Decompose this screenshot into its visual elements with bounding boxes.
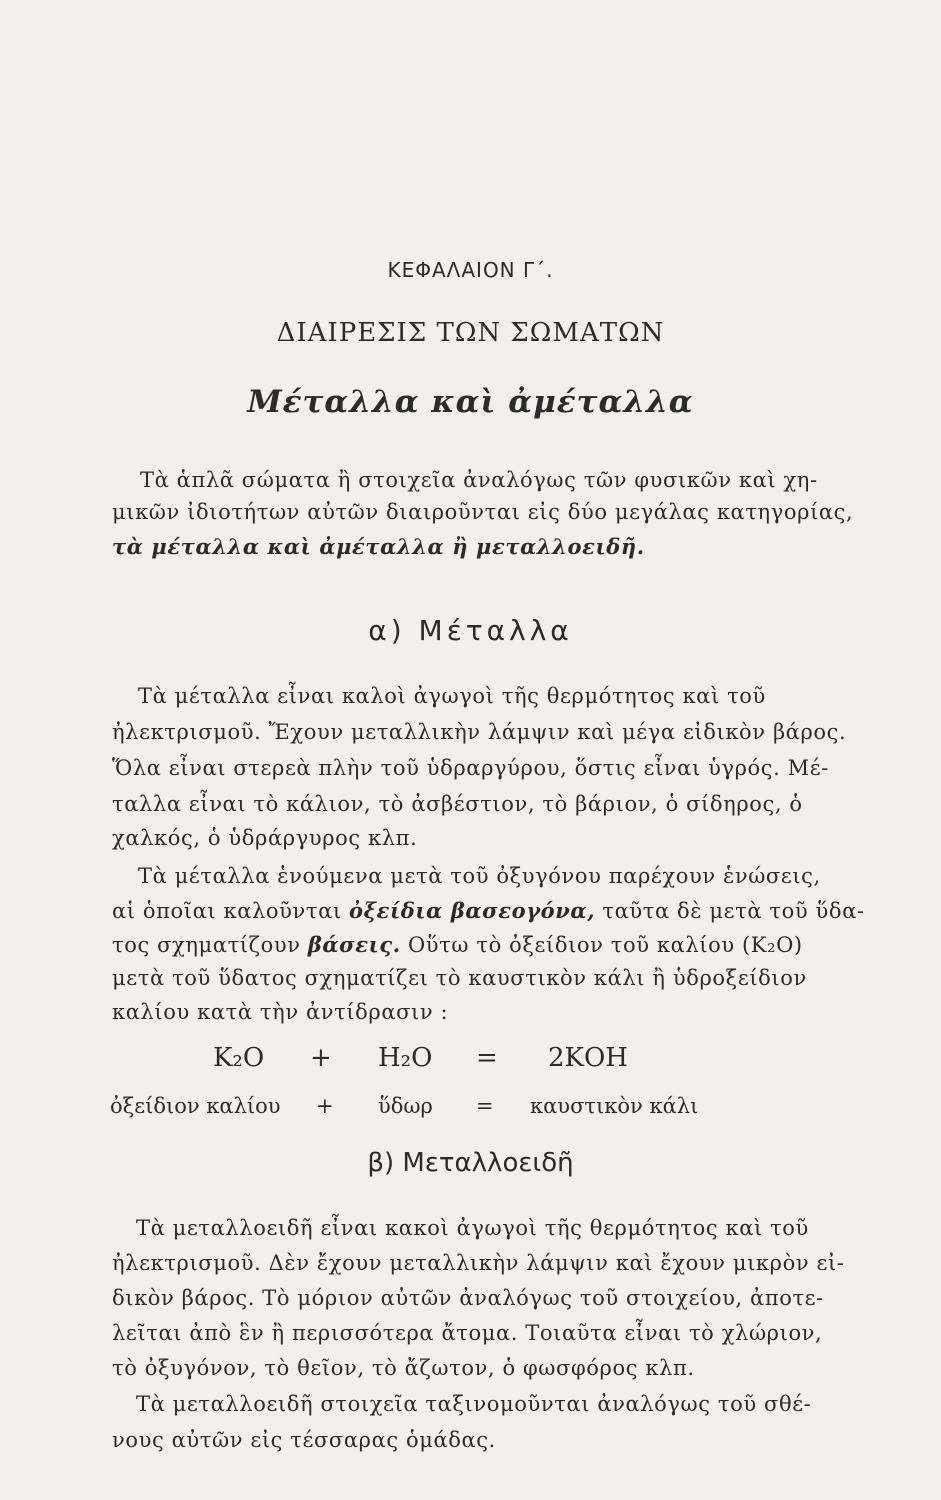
section-a-p1-line-2: ἠλεκτρισμοῦ. Ἔχουν μεταλλικὴν λάμψιν καὶ μέγα εἰδικὸν βάρος. [112,720,847,744]
section-a-p1-line-3: Ὅλα εἶναι στερεὰ πλὴν τοῦ ὑδραργύρου, ὅστις εἶναι ὑγρός. Μέ- [112,756,829,780]
equation-equals-words: = [476,1094,494,1118]
intro-line-2: μικῶν ἰδιοτήτων αὐτῶν διαιροῦνται εἰς δύο μεγάλας κατηγορίας, [112,500,854,524]
equation-plus: + [310,1043,332,1073]
section-a-p2-line-3 [112,932,803,957]
section-a-p1-line-1: Τὰ μέταλλα εἶναι καλοὶ ἀγωγοὶ τῆς θερμότητος καὶ τοῦ [138,684,766,708]
section-a-p2-line-1: Τὰ μέταλλα ἑνούμενα μετὰ τοῦ ὀξυγόνου παρέχουν ἑνώσεις, [138,864,821,888]
equation-product: 2ΚΟΗ [548,1043,628,1073]
main-heading: Μέταλλα καὶ ἀμέταλλα [247,384,694,420]
term-bases: βάσεις. [307,932,401,957]
section-a-p2-line-3-post: Οὕτω τὸ ὀξείδιον τοῦ καλίου (Κ₂Ο) [400,933,803,957]
equation-reactant-1-name: ὀξείδιον καλίου [110,1094,281,1118]
intro-line-3: τὰ μέταλλα καὶ ἀμέταλλα ἢ μεταλλοειδῆ. [112,534,645,559]
equation-reactant-2-name: ὕδωρ [378,1094,433,1118]
equation-plus-words: + [316,1094,334,1118]
part-title: ΔΙΑΙΡΕΣΙΣ ΤΩΝ ΣΩΜΑΤΩΝ [276,318,665,348]
term-basic-oxides: ὀξείδια βασεογόνα, [349,898,596,923]
section-a-p2-line-3-pre: τος σχηματίζουν [112,933,308,957]
equation-equals: = [476,1043,498,1073]
section-b-p1-line-1: Τὰ μεταλλοειδῆ εἶναι κακοὶ ἀγωγοὶ τῆς θερμότητος καὶ τοῦ [136,1216,809,1240]
section-a-p2-line-2-pre: αἱ ὁποῖαι καλοῦνται [112,899,350,923]
section-b-p1-line-4: λεῖται ἀπὸ ἓν ἢ περισσότερα ἄτομα. Τοιαῦτα εἶναι τὸ χλώριον, [112,1321,823,1345]
equation-reactant-1: Κ₂Ο [213,1043,265,1073]
section-a-p2-line-4: μετὰ τοῦ ὕδατος σχηματίζει τὸ καυστικὸν κάλι ἢ ὑδροξείδιον [112,966,807,990]
section-b-p1-line-5: τὸ ὀξυγόνον, τὸ θεῖον, τὸ ἄζωτον, ὁ φωσφόρος κλπ. [112,1356,695,1380]
section-b-p2-line-2: νους αὐτῶν εἰς τέσσαρας ὁμάδας. [112,1428,496,1452]
chapter-label: ΚΕΦΑΛΑΙΟΝ Γ΄. [387,258,554,282]
section-a-p2-line-2 [112,898,865,923]
section-b-heading: β) Μεταλλοειδῆ [367,1148,574,1178]
section-b-p2-line-1: Τὰ μεταλλοειδῆ στοιχεῖα ταξινομοῦνται ἀναλόγως τοῦ σθέ- [136,1392,812,1416]
section-a-p1-line-4: ταλλα εἶναι τὸ κάλιον, τὸ ἀσβέστιον, τὸ βάριον, ὁ σίδηρος, ὁ [112,792,803,816]
intro-line-1: Τὰ ἁπλᾶ σώματα ἢ στοιχεῖα ἀναλόγως τῶν φυσικῶν καὶ χη- [140,468,818,492]
equation-product-name: καυστικὸν κάλι [530,1094,699,1118]
equation-reactant-2: Η₂Ο [378,1043,433,1073]
section-a-p2-line-2-post: ταῦτα δὲ μετὰ τοῦ ὕδα- [595,899,865,923]
section-a-p2-line-5: καλίου κατὰ τὴν ἀντίδρασιν : [112,1000,449,1024]
section-b-p1-line-3: δικὸν βάρος. Τὸ μόριον αὐτῶν ἀναλόγως τοῦ στοιχείου, ἀποτε- [112,1286,824,1310]
section-a-p1-line-5: χαλκός, ὁ ὑδράργυρος κλπ. [112,826,418,850]
section-a-heading: α) Μέταλλα [368,614,573,647]
section-b-p1-line-2: ἠλεκτρισμοῦ. Δὲν ἔχουν μεταλλικὴν λάμψιν καὶ ἔχουν μικρὸν εἰ- [112,1251,845,1275]
